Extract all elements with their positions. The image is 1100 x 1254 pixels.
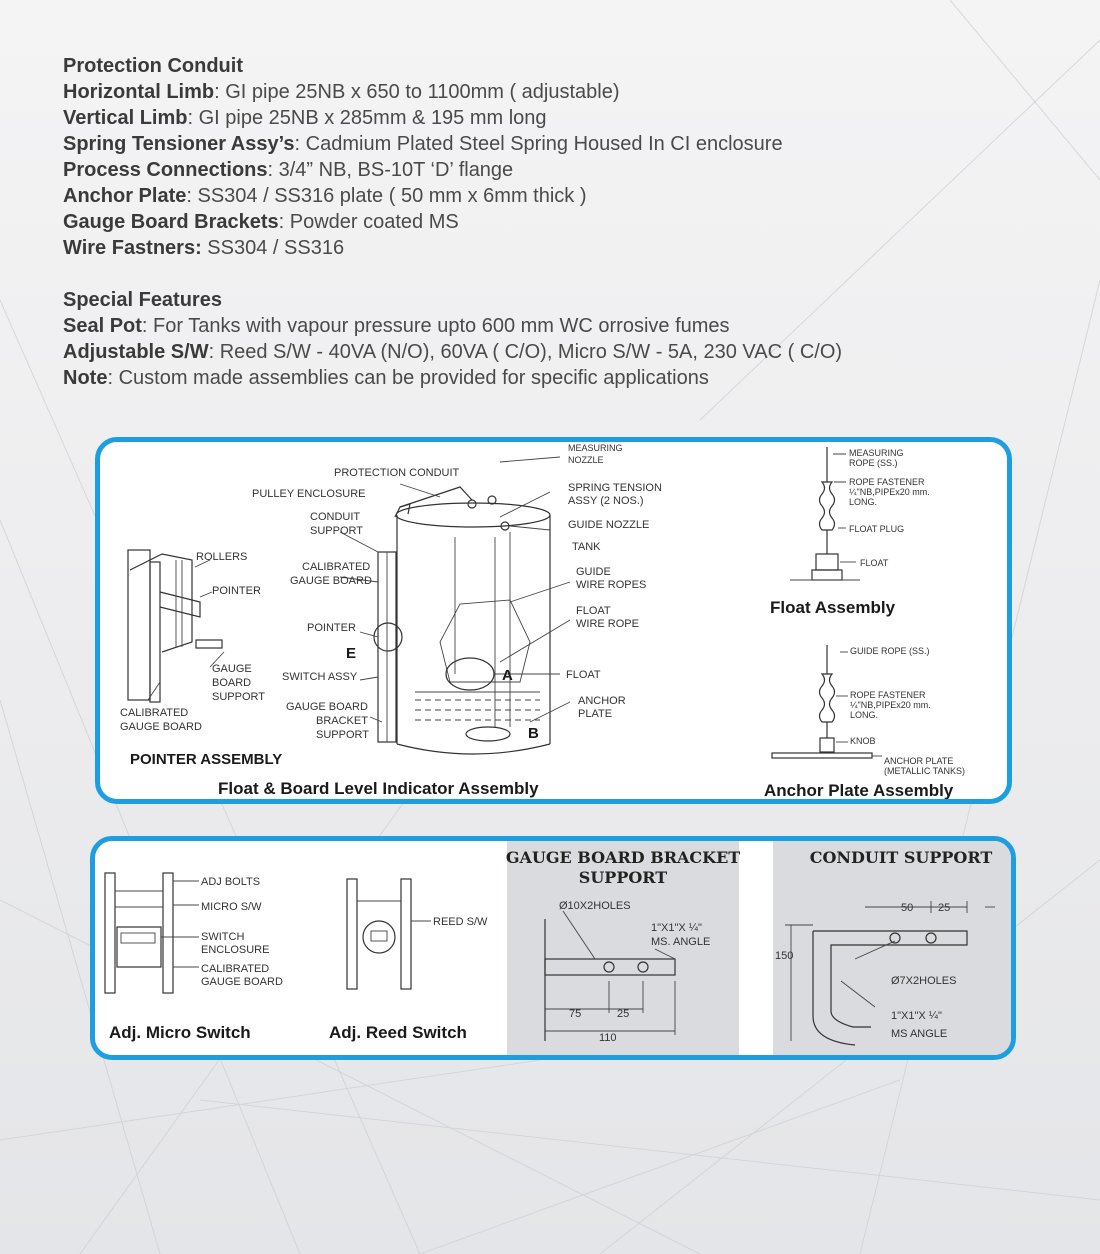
label-holes-7: Ø7X2HOLES: [891, 975, 957, 987]
label-guide-nozzle: GUIDE NOZZLE: [568, 519, 650, 531]
special-features-heading: Special Features: [63, 289, 222, 311]
label-anchor-plate-2: PLATE: [578, 708, 613, 720]
label-calibrated-gauge-board-2: GAUGE BOARD: [290, 575, 372, 587]
protection-conduit-section: [63, 53, 1023, 261]
label-float: FLOAT: [566, 669, 601, 681]
switch-bracket-diagram: [95, 841, 1011, 1055]
label-calibrated: CALIBRATED: [201, 963, 270, 975]
spec-process-connections: Process Connections: 3/4” NB, BS-10T ‘D’ flange: [63, 159, 514, 181]
label-conduit-support: CONDUIT: [310, 511, 361, 523]
title-pointer-assembly: POINTER ASSEMBLY: [130, 751, 283, 768]
label-guide-wire-ropes-2: WIRE ROPES: [576, 579, 647, 591]
label-guide-wire-ropes: GUIDE: [576, 566, 611, 578]
float-board-indicator-panel: [95, 437, 1012, 804]
label-adj-bolts: ADJ BOLTS: [201, 876, 261, 888]
label-calibrated-2: GAUGE BOARD: [201, 976, 283, 988]
label-spring-tension-2: ASSY (2 NOS.): [568, 495, 644, 507]
label-gauge-board-support-2: BOARD: [212, 677, 252, 689]
label-float-wire-rope: FLOAT: [576, 605, 611, 617]
label-guide-rope: GUIDE ROPE (SS.): [850, 646, 930, 656]
title-float-board-indicator: Float & Board Level Indicator Assembly: [218, 779, 539, 798]
label-rope-fastener-b: ROPE FASTENER: [850, 690, 926, 700]
label-pointer-mid: POINTER: [307, 622, 356, 634]
feature-adjustable-sw: Adjustable S/W: Reed S/W - 40VA (N/O), 60VA ( C/O), Micro S/W - 5A, 230 VAC ( C/O): [63, 341, 843, 363]
spec-gauge-board-brackets: Gauge Board Brackets: Powder coated MS: [63, 211, 459, 233]
label-rope-fastener-3: LONG.: [849, 497, 878, 507]
label-float-wire-rope-2: WIRE ROPE: [576, 618, 639, 630]
label-measuring-nozzle: MEASURING: [568, 443, 623, 453]
label-measuring-rope: MEASURING: [849, 448, 904, 458]
label-letter-a: A: [502, 667, 513, 684]
label-gb-bracket-2: BRACKET: [316, 715, 368, 727]
label-switch-assy: SWITCH ASSY: [282, 671, 358, 683]
label-dim-25a: 25: [617, 1008, 630, 1020]
title-conduit-support: CONDUIT SUPPORT: [809, 848, 993, 867]
label-spring-tension: SPRING TENSION: [568, 482, 662, 494]
specifications-text: [63, 53, 1023, 417]
label-calibrated-left-2: GAUGE BOARD: [120, 721, 202, 733]
label-anchor-plate-right: ANCHOR PLATE: [884, 756, 954, 766]
label-conduit-support-2: SUPPORT: [310, 525, 363, 537]
label-dim-50: 50: [901, 902, 914, 914]
label-anchor-plate: ANCHOR: [578, 695, 626, 707]
micro-switch-drawing: [105, 873, 199, 993]
title-float-assembly: Float Assembly: [770, 598, 896, 617]
pointer-assembly-drawing: [128, 550, 224, 702]
label-anchor-plate-right-2: (METALLIC TANKS): [884, 766, 966, 776]
label-protection-conduit: PROTECTION CONDUIT: [334, 467, 460, 479]
label-rope-fastener-b3: LONG.: [850, 710, 879, 720]
label-gauge-board-support: GAUGE: [212, 663, 252, 675]
label-switch-enclosure-2: ENCLOSURE: [201, 944, 270, 956]
label-knob: KNOB: [850, 736, 876, 746]
label-angle-1: 1"X1"X ¼": [651, 922, 702, 934]
label-float-small: FLOAT: [860, 558, 889, 568]
feature-note: Note: Custom made assemblies can be provided for specific applications: [63, 367, 709, 389]
label-angle-2: MS. ANGLE: [651, 936, 711, 948]
conduit-support-bg: [773, 841, 1011, 1055]
label-gb-bracket: GAUGE BOARD: [286, 701, 368, 713]
label-letter-b: B: [528, 725, 539, 742]
feature-seal-pot: Seal Pot: For Tanks with vapour pressure upto 600 mm WC orrosive fumes: [63, 315, 730, 337]
label-pointer-left: POINTER: [212, 585, 261, 597]
title-adj-micro-switch: Adj. Micro Switch: [109, 1023, 251, 1042]
label-dim-110: 110: [599, 1032, 617, 1044]
float-board-diagram: [100, 442, 1007, 799]
label-angle-3: 1"X1"X ¼": [891, 1010, 942, 1022]
label-letter-e: E: [346, 645, 357, 662]
title-gauge-board-bracket: GAUGE BOARD BRACKET: [505, 848, 741, 867]
protection-conduit-heading: Protection Conduit: [63, 55, 243, 77]
label-dim-150: 150: [775, 950, 794, 962]
label-pulley-enclosure: PULLEY ENCLOSURE: [252, 488, 366, 500]
label-switch-enclosure: SWITCH: [201, 931, 245, 943]
label-rollers: ROLLERS: [196, 551, 248, 563]
spec-spring-tensioner: Spring Tensioner Assy’s: Cadmium Plated Steel Spring Housed In CI enclosure: [63, 133, 783, 155]
label-calibrated-left: CALIBRATED: [120, 707, 189, 719]
label-dim-25b: 25: [938, 902, 951, 914]
label-dim-75: 75: [569, 1008, 582, 1020]
label-holes-10: Ø10X2HOLES: [559, 900, 631, 912]
label-gb-bracket-3: SUPPORT: [316, 729, 369, 741]
label-angle-4: MS ANGLE: [891, 1028, 948, 1040]
title-gauge-board-bracket-2: SUPPORT: [578, 868, 668, 887]
switch-bracket-panel: [90, 836, 1016, 1060]
special-features-section: [63, 287, 1023, 391]
label-float-plug: FLOAT PLUG: [849, 524, 905, 534]
label-gauge-board-support-3: SUPPORT: [212, 691, 265, 703]
label-tank: TANK: [572, 541, 601, 553]
spec-anchor-plate: Anchor Plate: SS304 / SS316 plate ( 50 mm x 6mm thick ): [63, 185, 587, 207]
title-anchor-plate-assembly: Anchor Plate Assembly: [764, 781, 954, 799]
label-micro-sw: MICRO S/W: [201, 901, 262, 913]
label-rope-fastener-b2: ¼"NB,PIPEx20 mm.: [850, 700, 931, 710]
title-adj-reed-switch: Adj. Reed Switch: [329, 1023, 467, 1042]
label-measuring-rope-2: ROPE (SS.): [849, 458, 898, 468]
label-reed-sw: REED S/W: [433, 916, 488, 928]
spec-vertical-limb: Vertical Limb: GI pipe 25NB x 285mm & 195 mm long: [63, 107, 547, 129]
spec-horizontal-limb: Horizontal Limb: GI pipe 25NB x 650 to 1100mm ( adjustable): [63, 81, 620, 103]
label-rope-fastener: ROPE FASTENER: [849, 477, 925, 487]
spec-wire-fastners: Wire Fastners: SS304 / SS316: [63, 237, 345, 259]
reed-switch-drawing: [347, 879, 431, 989]
label-measuring-nozzle-2: NOZZLE: [568, 455, 604, 465]
label-calibrated-gauge-board: CALIBRATED: [302, 561, 371, 573]
label-rope-fastener-2: ¼"NB,PIPEx20 mm.: [849, 487, 930, 497]
